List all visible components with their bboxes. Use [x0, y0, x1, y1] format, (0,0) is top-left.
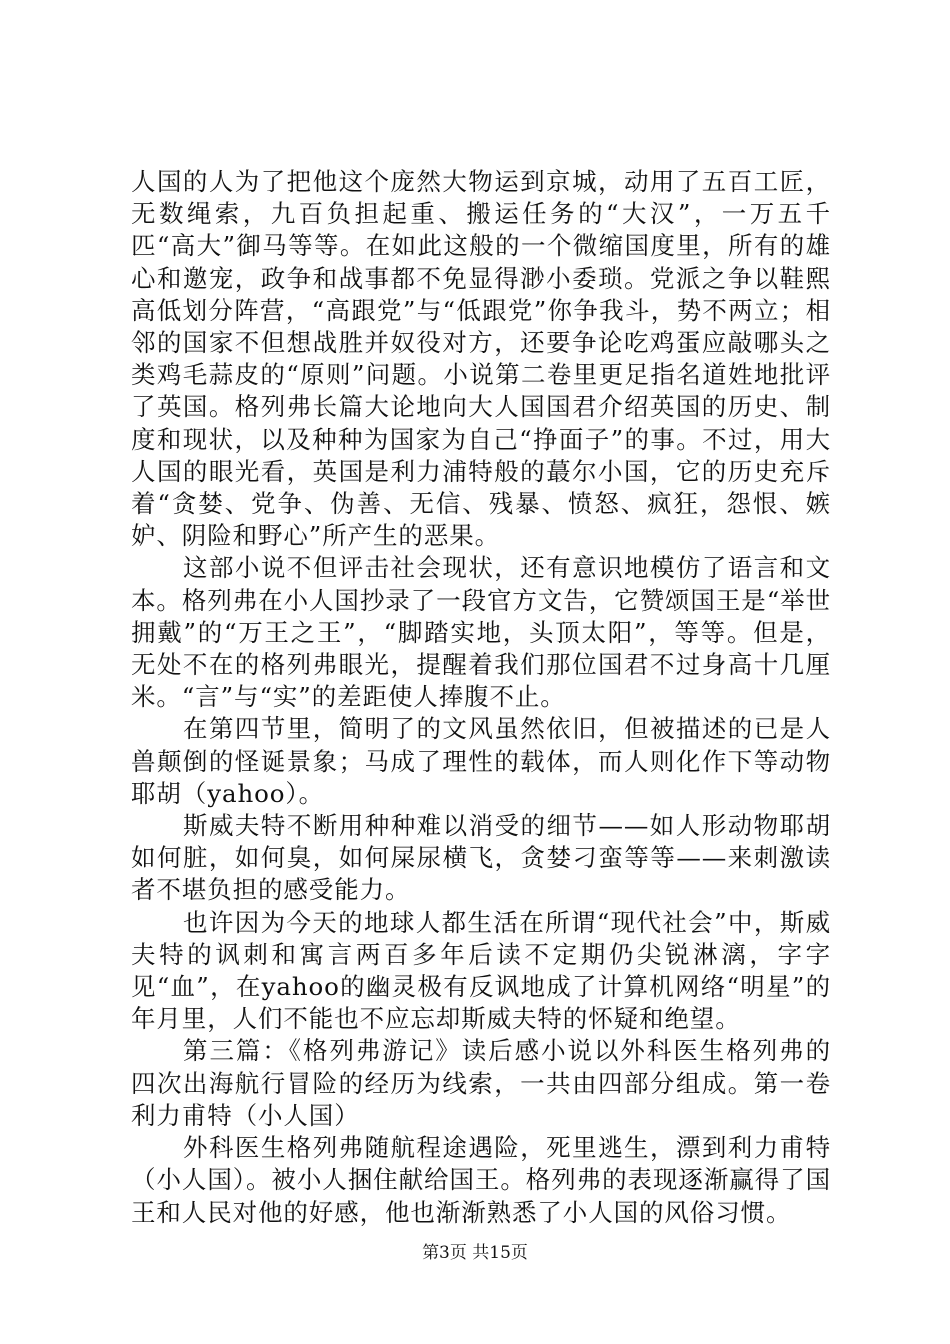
body-text	[131, 166, 831, 1229]
paragraph-7: 外科医生格列弗随航程途遇险，死里逃生，漂到利力甫特（小人国）。被小人捆住献给国王。格列弗的表现逐渐赢得了国王和人民对他的好感，他也渐渐熟悉了小人国的风俗习惯。	[131, 1133, 831, 1227]
paragraph-5: 也许因为今天的地球人都生活在所谓“现代社会”中，斯威夫特的讽刺和寓言两百多年后读不定期仍尖锐淋漓，字字见“血”，在yahoo的幽灵极有反讽地成了计算机网络“明星”的年月里，人们不能也不应忘却斯威夫特的怀疑和绝望。	[131, 907, 831, 1034]
page-footer: 第3页 共15页	[422, 1243, 528, 1263]
paragraph-2: 这部小说不但评击社会现状，还有意识地模仿了语言和文本。格列弗在小人国抄录了一段官方文告，它赞颂国王是“举世拥戴”的“万王之王”，“脚踏实地，头顶太阳”，等等。但是，无处不在的格列弗眼光，提醒着我们那位国君不过身高十几厘米。“言”与“实”的差距使人捧腹不止。	[131, 553, 831, 712]
paragraph-3: 在第四节里，简明了的文风虽然依旧，但被描述的已是人兽颠倒的怪诞景象；马成了理性的载体，而人则化作下等动物耶胡（yahoo）。	[131, 714, 831, 808]
paragraph-4: 斯威夫特不断用种种难以消受的细节——如人形动物耶胡如何脏，如何臭，如何屎尿横飞，贪婪刁蛮等等——来刺激读者不堪负担的感受能力。	[131, 811, 831, 905]
paragraph-1: 人国的人为了把他这个庞然大物运到京城，动用了五百工匠，无数绳索，九百负担起重、搬运任务的“大汉”，一万五千匹“高大”御马等等。在如此这般的一个微缩国度里，所有的雄心和邀宠，政争和战事都不免显得渺小委琐。党派之争以鞋熙高低划分阵营，“高跟党”与“低跟党”你争我斗，势不两立；相邻的国家不但想战胜并奴役对方，还要争论吃鸡蛋应敲哪头之类鸡毛蒜皮的“原则”问题。小说第二卷里更足指名道姓地批评了英国。格列弗长篇大论地向大人国国君介绍英国的历史、制度和现状，以及种种为国家为自己“挣面子”的事。不过，用大人国的眼光看，英国是利力浦特般的蕞尔小国，它的历史充斥着“贪婪、党争、伪善、无信、残暴、愤怒、疯狂，怨恨、嫉妒、阴险和野心”所产生的恶果。	[131, 167, 831, 551]
paragraph-6: 第三篇：《格列弗游记》读后感小说以外科医生格列弗的四次出海航行冒险的经历为线索，一共由四部分组成。第一卷利力甫特（小人国）	[131, 1036, 831, 1130]
